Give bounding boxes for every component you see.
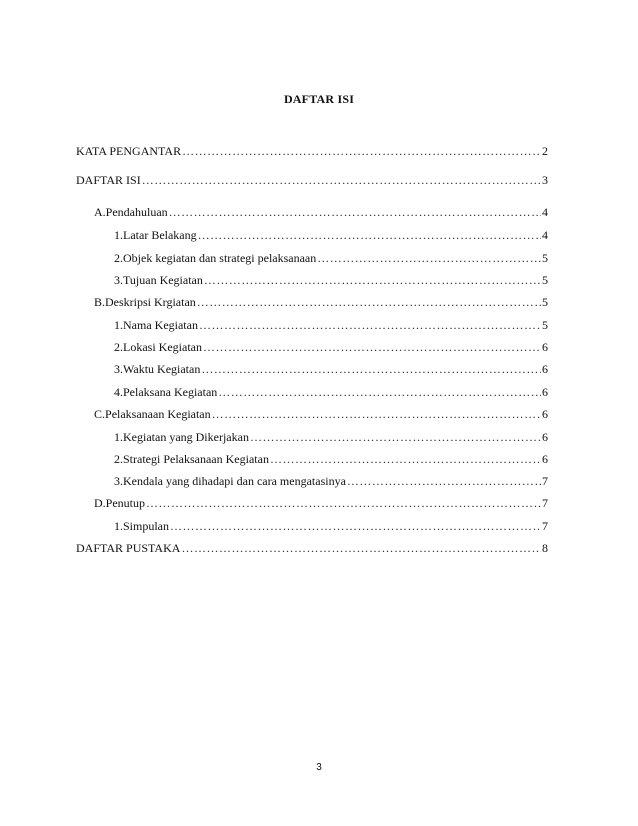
toc-leader-dots bbox=[182, 143, 541, 159]
toc-entry-number: A. bbox=[94, 205, 106, 219]
toc-entry-page: 6 bbox=[542, 385, 548, 399]
page-number: 3 bbox=[316, 762, 322, 773]
toc-entry bbox=[94, 406, 548, 422]
toc-entry-page: 5 bbox=[542, 251, 548, 265]
toc-leader-dots bbox=[199, 317, 541, 333]
toc-entry bbox=[114, 384, 548, 400]
toc-leader-dots bbox=[142, 172, 541, 188]
toc-entry bbox=[114, 317, 548, 333]
toc-entry-page: 4 bbox=[542, 205, 548, 219]
toc-entry-number: C. bbox=[94, 407, 106, 421]
toc-entry-label: Lokasi Kegiatan bbox=[123, 340, 202, 354]
toc-leader-dots bbox=[250, 429, 541, 445]
toc-entry-number: D. bbox=[94, 496, 106, 510]
toc-entry-number: 4. bbox=[114, 385, 123, 399]
toc-entry-label: Tujuan Kegiatan bbox=[123, 273, 203, 287]
toc-entry bbox=[76, 143, 548, 159]
toc-entry-page: 8 bbox=[542, 541, 548, 555]
toc-entry-page: 6 bbox=[542, 452, 548, 466]
toc-entry-label: KATA PENGANTAR bbox=[76, 144, 182, 158]
toc-entry-label: Waktu Kegiatan bbox=[123, 362, 201, 376]
toc-leader-dots bbox=[270, 451, 541, 467]
page-title: DAFTAR ISI bbox=[283, 92, 355, 106]
toc-leader-dots bbox=[146, 495, 541, 511]
toc-entry bbox=[114, 250, 548, 266]
toc-entry-page: 4 bbox=[542, 228, 548, 242]
toc-leader-dots bbox=[197, 294, 541, 310]
toc-entry-page: 7 bbox=[542, 474, 548, 488]
toc-entry-number: B. bbox=[94, 295, 106, 309]
toc-leader-dots bbox=[169, 204, 541, 220]
toc-entry-page: 6 bbox=[542, 407, 548, 421]
toc-entry-number: 2. bbox=[114, 340, 123, 354]
toc-leader-dots bbox=[204, 272, 541, 288]
toc-entry-page: 6 bbox=[542, 362, 548, 376]
toc-leader-dots bbox=[201, 361, 541, 377]
toc-entry-label: Objek kegiatan dan strategi pelaksanaan bbox=[123, 251, 317, 265]
toc-entry bbox=[94, 495, 548, 511]
toc-entry-label: Kegiatan yang Dikerjakan bbox=[123, 430, 249, 444]
toc-entry-number: 1. bbox=[114, 318, 123, 332]
toc-entry-label: Nama Kegiatan bbox=[123, 318, 198, 332]
toc-entry-label: Latar Belakang bbox=[123, 228, 197, 242]
toc-entry-label: Pendahuluan bbox=[105, 205, 168, 219]
toc-entry-label: Simpulan bbox=[123, 519, 170, 533]
toc-entry-page: 5 bbox=[542, 295, 548, 309]
toc-entry-label: Deskripsi Krgiatan bbox=[105, 295, 196, 309]
toc-entry-page: 2 bbox=[542, 144, 548, 158]
toc-leader-dots bbox=[203, 339, 541, 355]
toc-entry bbox=[114, 272, 548, 288]
toc-entry bbox=[94, 204, 548, 220]
toc-entry bbox=[114, 429, 548, 445]
toc-entry-number: 1. bbox=[114, 519, 123, 533]
toc-entry-page: 6 bbox=[542, 340, 548, 354]
toc-entry-page: 7 bbox=[542, 496, 548, 510]
toc-entry-number: 1. bbox=[114, 430, 123, 444]
toc-entry-number: 3. bbox=[114, 362, 123, 376]
toc-entry-number: 2. bbox=[114, 452, 123, 466]
toc-entry bbox=[76, 172, 548, 188]
toc-leader-dots bbox=[212, 406, 541, 422]
toc-entry-label: DAFTAR ISI bbox=[76, 173, 141, 187]
toc-entry bbox=[114, 339, 548, 355]
toc-entry bbox=[114, 451, 548, 467]
toc-leader-dots bbox=[317, 250, 541, 266]
toc-leader-dots bbox=[181, 540, 541, 556]
toc-leader-dots bbox=[170, 518, 541, 534]
toc-entry bbox=[114, 361, 548, 377]
toc-entry-page: 5 bbox=[542, 318, 548, 332]
toc-entry-number: 3. bbox=[114, 273, 123, 287]
toc-entry-number: 3. bbox=[114, 474, 123, 488]
toc-entry-label: Pelaksanaan Kegiatan bbox=[105, 407, 211, 421]
toc-entry-page: 5 bbox=[542, 273, 548, 287]
toc-entry-number: 2. bbox=[114, 251, 123, 265]
toc-leader-dots bbox=[218, 384, 541, 400]
toc-entry-label: DAFTAR PUSTAKA bbox=[76, 541, 181, 555]
toc-entry bbox=[94, 294, 548, 310]
toc-entry-page: 3 bbox=[542, 173, 548, 187]
toc-entry-label: Penutup bbox=[105, 496, 146, 510]
toc-entry-page: 7 bbox=[542, 519, 548, 533]
toc-entry-page: 6 bbox=[542, 430, 548, 444]
toc-entry bbox=[76, 540, 548, 556]
toc-entry-label: Strategi Pelaksanaan Kegiatan bbox=[123, 452, 269, 466]
toc-entry-label: Kendala yang dihadapi dan cara mengatasinya bbox=[123, 474, 346, 488]
toc-entry bbox=[114, 473, 548, 489]
toc-leader-dots bbox=[198, 227, 541, 243]
toc-entry-number: 1. bbox=[114, 228, 123, 242]
toc-leader-dots bbox=[347, 473, 541, 489]
toc-entry bbox=[114, 518, 548, 534]
toc-entry-label: Pelaksana Kegiatan bbox=[123, 385, 218, 399]
toc-entry bbox=[114, 227, 548, 243]
